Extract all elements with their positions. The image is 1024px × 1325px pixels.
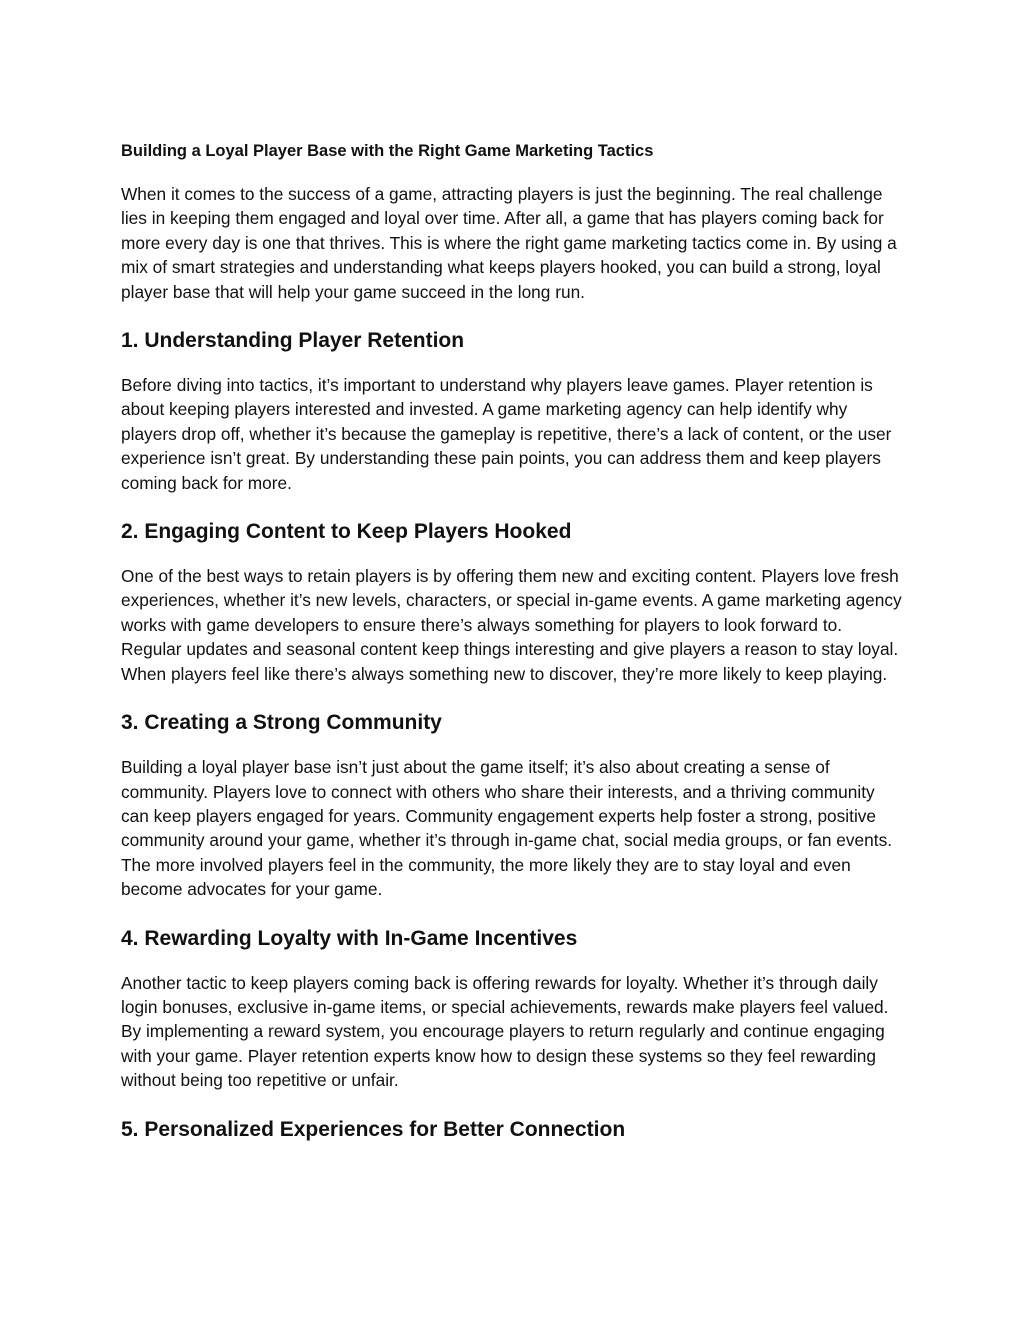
document-page xyxy=(121,140,905,1162)
section-body-engaging-content: One of the best ways to retain players is by offering them new and exciting content. Players love fresh experiences, whether it’s new levels, characters, or special in-game events. A game marketing agency works with game developers to ensure there’s always something for players to look forward to. Regular updates and seasonal content keep things interesting and give players a reason to stay loyal. When players feel like there’s always something new to discover, they’re more likely to keep playing. xyxy=(121,566,902,684)
document-title: Building a Loyal Player Base with the Right Game Marketing Tactics xyxy=(121,142,654,160)
section-heading-engaging-content: 2. Engaging Content to Keep Players Hooked xyxy=(121,520,572,544)
section-body-rewarding-loyalty: Another tactic to keep players coming back is offering rewards for loyalty. Whether it’s through daily login bonuses, exclusive in-game items, or special achievements, rewards make players feel valued. By implementing a reward system, you encourage players to return regularly and continue engaging with your game. Player retention experts know how to design these systems so they feel rewarding without being too repetitive or unfair. xyxy=(121,972,889,1091)
section-body-player-retention: Before diving into tactics, it’s important to understand why players leave games. Player retention is about keeping players interested and invested. A game marketing agency can help identify why players drop off, whether it’s because the gameplay is repetitive, there’s a lack of content, or the user experience isn’t great. By understanding these pain points, you can address them and keep players coming back for more. xyxy=(121,375,892,493)
section-heading-rewarding-loyalty: 4. Rewarding Loyalty with In-Game Incentives xyxy=(121,926,578,950)
section-heading-player-retention: 1. Understanding Player Retention xyxy=(121,329,465,353)
intro-paragraph: When it comes to the success of a game, attracting players is just the beginning. The real challenge lies in keeping them engaged and loyal over time. After all, a game that has players coming back for more every day is one that thrives. This is where the right game marketing tactics come in. By using a mix of smart strategies and understanding what keeps players hooked, you can build a strong, loyal player base that will help your game succeed in the long run. xyxy=(121,184,897,302)
section-body-community: Building a loyal player base isn’t just about the game itself; it’s also about creating a sense of community. Players love to connect with others who share their interests, and a thriving community can keep players engaged for years. Community engagement experts help foster a strong, positive community around your game, whether it’s through in-game chat, social media groups, or fan events. The more involved players feel in the community, the more likely they are to stay loyal and even become advocates for your game. xyxy=(121,757,893,900)
section-heading-community: 3. Creating a Strong Community xyxy=(121,711,442,735)
section-heading-personalized-experiences: 5. Personalized Experiences for Better Connection xyxy=(121,1117,626,1141)
